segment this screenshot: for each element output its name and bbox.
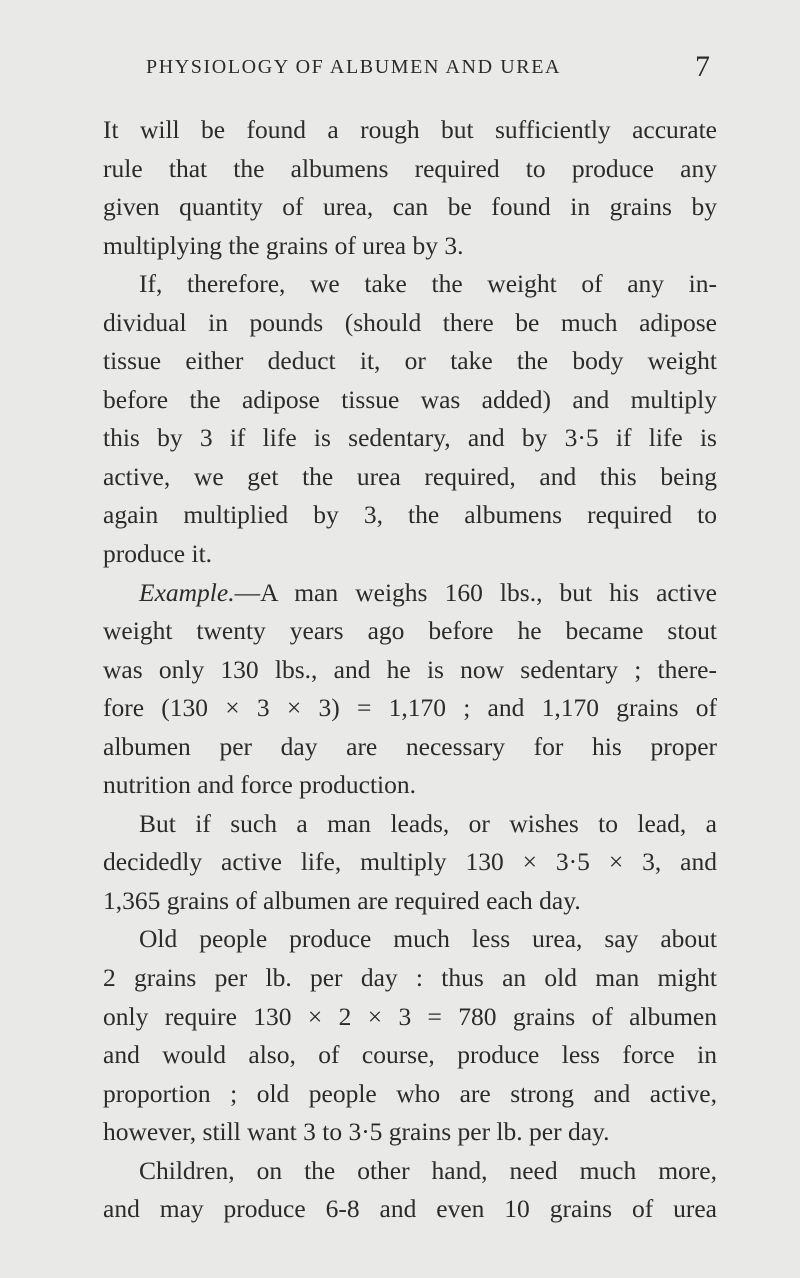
text-line: and may produce 6-8 and even 10 grains of urea (103, 1194, 717, 1224)
text-line: active, we get the urea required, and this being (103, 461, 717, 491)
text-line: nutrition and force production. (103, 770, 416, 800)
text-line: weight twenty years ago before he became stout (103, 616, 717, 646)
text-line: this by 3 if life is sedentary, and by 3·5 if life is (103, 423, 717, 453)
text-line: It will be found a rough but sufficiently accurate (103, 115, 717, 144)
text-line: But if such a man leads, or wishes to lead, a (139, 808, 717, 838)
text-line: given quantity of urea, can be found in grains by (103, 192, 717, 222)
text-line: 1,365 grains of albumen are required each day. (103, 885, 581, 915)
page-number: 7 (695, 50, 710, 83)
text-line: Old people produce much less urea, say about (139, 924, 717, 954)
text-line: albumen per day are necessary for his proper (103, 731, 717, 761)
example-text: —A man weighs 160 lbs., but his active (234, 577, 717, 607)
text-line: again multiplied by 3, the albumens required to (103, 500, 717, 530)
text-line: however, still want 3 to 3·5 grains per lb. per day. (103, 1117, 610, 1147)
text-line: only require 130 × 2 × 3 = 780 grains of albumen (103, 1001, 717, 1031)
text-line: produce it. (103, 539, 213, 569)
text-line: before the adipose tissue was added) and multiply (103, 384, 717, 414)
text-line: and would also, of course, produce less force in (103, 1040, 717, 1070)
text-line: multiplying the grains of urea by 3. (103, 230, 464, 260)
text-line: If, therefore, we take the weight of any in- (139, 269, 717, 299)
text-line: fore (130 × 3 × 3) = 1,170 ; and 1,170 grains of (103, 693, 717, 723)
text-line: proportion ; old people who are strong and active, (103, 1078, 717, 1108)
text-line: dividual in pounds (should there be much adipose (103, 307, 717, 337)
text-line: decidedly active life, multiply 130 × 3·5 × 3, and (103, 847, 717, 877)
running-head: PHYSIOLOGY OF ALBUMEN AND UREA (146, 56, 562, 78)
text-line: was only 130 lbs., and he is now sedentary ; there- (103, 654, 717, 684)
text-line: Children, on the other hand, need much more, (139, 1155, 717, 1185)
example-line (103, 574, 717, 613)
text-line: rule that the albumens required to produce any (103, 153, 717, 183)
text-line: tissue either deduct it, or take the body weight (103, 346, 717, 376)
example-label: Example. (139, 577, 235, 607)
page-header (146, 50, 710, 88)
body-text (103, 111, 717, 1229)
text-line: 2 grains per lb. per day : thus an old man might (103, 963, 717, 993)
